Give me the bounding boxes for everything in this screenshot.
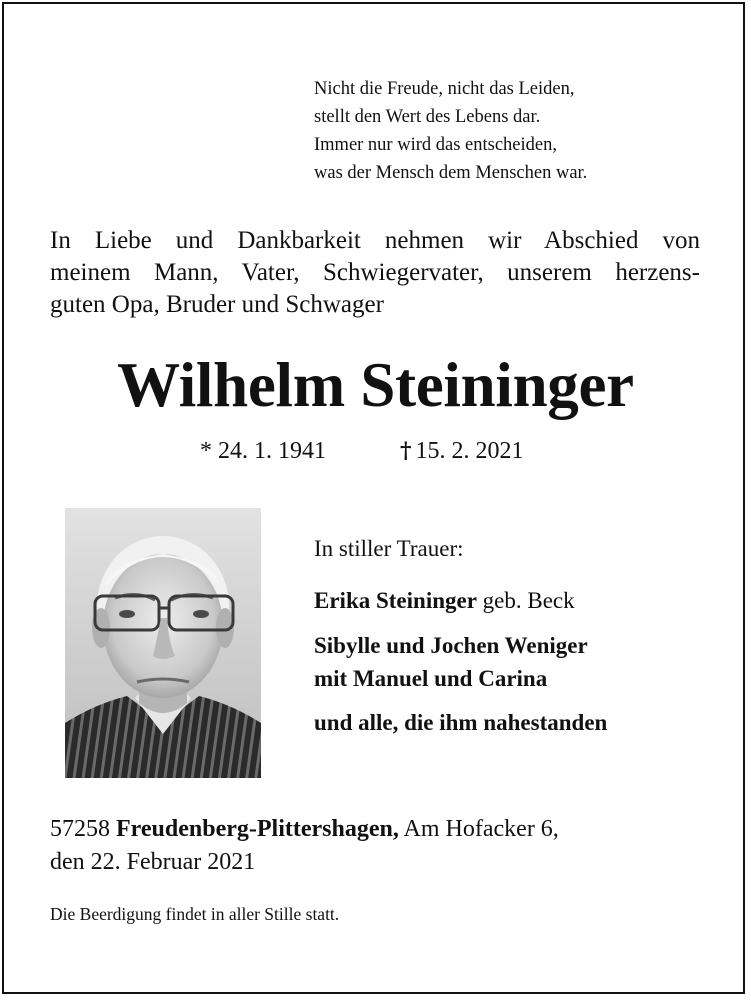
others-line: und alle, die ihm nahestanden (314, 710, 608, 735)
spouse-maiden-name: geb. Beck (482, 588, 575, 613)
street: Am Hofacker 6, (403, 816, 559, 842)
poem-line: Nicht die Freude, nicht das Leiden, (314, 79, 575, 99)
birth-date: * 24. 1. 1941 (200, 438, 326, 464)
funeral-note: Die Beerdigung findet in aller Stille statt. (50, 904, 340, 924)
intro-line: meinem Mann, Vater, Schwiegervater, unserem herzens- (50, 259, 700, 286)
death-date-block (400, 436, 524, 466)
date-line: den 22. Februar 2021 (50, 849, 256, 875)
portrait-photo (65, 508, 261, 778)
postcode: 57258 (50, 816, 110, 842)
intro-text (50, 225, 700, 321)
mourners-heading: In stiller Trauer: (314, 536, 464, 561)
deceased-name: Wilhelm Steininger (117, 350, 634, 420)
poem-line: was der Mensch dem Menschen war. (314, 163, 588, 183)
spouse-name: Erika Steininger (314, 588, 477, 613)
cross-icon: † (400, 438, 412, 464)
address-block (50, 813, 559, 879)
intro-line: guten Opa, Bruder und Schwager (50, 291, 384, 318)
poem (314, 75, 587, 187)
town: Freudenberg-Plittershagen, (116, 816, 399, 842)
family-line: mit Manuel und Carina (314, 666, 548, 691)
address-line (50, 813, 559, 846)
family-line: Sibylle und Jochen Weniger (314, 633, 588, 658)
spouse-line (314, 585, 575, 617)
intro-line: In Liebe und Dankbarkeit nehmen wir Abschied von (50, 227, 700, 254)
poem-line: Immer nur wird das entscheiden, (314, 135, 557, 155)
poem-line: stellt den Wert des Lebens dar. (314, 107, 541, 127)
death-date: 15. 2. 2021 (415, 438, 524, 464)
